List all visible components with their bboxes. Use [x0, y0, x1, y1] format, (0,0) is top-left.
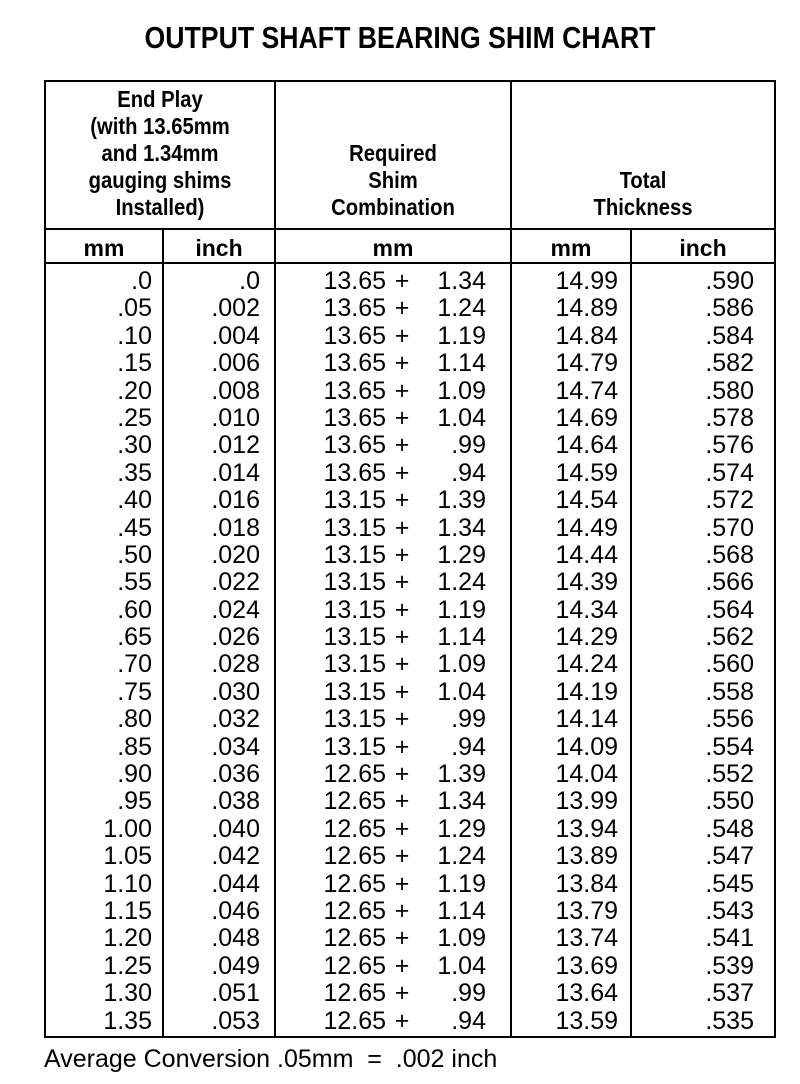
- total-inch-cell: .576: [705, 431, 754, 460]
- plus-sign: +: [394, 623, 410, 652]
- total-inch-cell: .578: [705, 403, 754, 432]
- end-play-inch-cell: .0: [239, 267, 260, 295]
- total-inch-cell: .566: [705, 568, 754, 597]
- unit-end-play-mm: mm: [83, 235, 125, 261]
- shim-add-cell: 1.29: [437, 814, 486, 843]
- end-play-inch-cell: .022: [211, 568, 260, 597]
- total-inch-cell: .560: [705, 650, 754, 679]
- plus-sign: +: [394, 951, 410, 980]
- shim-add-cell: 1.19: [437, 595, 486, 624]
- shim-add-cell: 1.14: [437, 623, 486, 652]
- unit-end-play-inch: inch: [195, 235, 243, 261]
- end-play-mm-cell: .25: [117, 403, 152, 432]
- table-row: [46, 843, 774, 870]
- plus-sign: +: [394, 814, 410, 843]
- plus-sign: +: [394, 1006, 410, 1035]
- shim-base-cell: 13.15: [323, 595, 386, 624]
- table-row: [46, 432, 774, 459]
- table-row: [46, 460, 774, 487]
- unit-required-mm: mm: [372, 235, 414, 261]
- total-mm-cell: 14.34: [555, 595, 618, 624]
- shim-base-cell: 13.65: [323, 349, 386, 378]
- shim-base-cell: 13.65: [323, 294, 386, 323]
- end-play-mm-cell: 1.10: [103, 869, 152, 898]
- end-play-mm-cell: .85: [117, 732, 152, 761]
- total-mm-cell: 14.59: [555, 458, 618, 487]
- shim-add-cell: 1.34: [437, 787, 486, 816]
- table-row: [46, 871, 774, 898]
- plus-sign: +: [394, 267, 410, 295]
- table-row: [46, 706, 774, 733]
- plus-sign: +: [394, 513, 410, 542]
- table-row: [46, 323, 774, 350]
- end-play-inch-cell: .038: [211, 787, 260, 816]
- shim-base-cell: 13.65: [323, 376, 386, 405]
- table-row: [46, 378, 774, 405]
- end-play-mm-cell: .45: [117, 513, 152, 542]
- total-inch-cell: .541: [705, 924, 754, 953]
- shim-add-cell: .99: [451, 431, 486, 460]
- total-mm-cell: 14.79: [555, 349, 618, 378]
- shim-add-cell: 1.14: [437, 896, 486, 925]
- total-inch-cell: .582: [705, 349, 754, 378]
- divider-header-bottom: [46, 228, 774, 230]
- total-inch-cell: .543: [705, 896, 754, 925]
- total-mm-cell: 14.14: [555, 705, 618, 734]
- end-play-mm-cell: .15: [117, 349, 152, 378]
- end-play-inch-cell: .026: [211, 623, 260, 652]
- shim-base-cell: 13.15: [323, 650, 386, 679]
- shim-add-cell: 1.09: [437, 650, 486, 679]
- plus-sign: +: [394, 842, 410, 871]
- end-play-mm-cell: .80: [117, 705, 152, 734]
- total-inch-cell: .580: [705, 376, 754, 405]
- shim-base-cell: 13.15: [323, 513, 386, 542]
- total-mm-cell: 13.84: [555, 869, 618, 898]
- total-inch-cell: .537: [705, 979, 754, 1008]
- plus-sign: +: [394, 979, 410, 1008]
- total-inch-cell: .556: [705, 705, 754, 734]
- shim-base-cell: 13.15: [323, 705, 386, 734]
- shim-add-cell: 1.34: [437, 513, 486, 542]
- total-inch-cell: .568: [705, 540, 754, 569]
- end-play-mm-cell: .10: [117, 321, 152, 350]
- total-inch-cell: .570: [705, 513, 754, 542]
- table-row: [46, 1008, 774, 1035]
- end-play-mm-cell: 1.15: [103, 896, 152, 925]
- total-mm-cell: 14.29: [555, 623, 618, 652]
- end-play-mm-cell: .75: [117, 677, 152, 706]
- table-row: [46, 624, 774, 651]
- table-row: [46, 268, 774, 295]
- shim-base-cell: 12.65: [323, 979, 386, 1008]
- shim-add-cell: 1.39: [437, 760, 486, 789]
- table-row: [46, 542, 774, 569]
- table-row: [46, 925, 774, 952]
- total-mm-cell: 13.99: [555, 787, 618, 816]
- shim-add-cell: 1.24: [437, 294, 486, 323]
- shim-base-cell: 12.65: [323, 787, 386, 816]
- table-row: [46, 405, 774, 432]
- total-mm-cell: 13.64: [555, 979, 618, 1008]
- end-play-inch-cell: .034: [211, 732, 260, 761]
- end-play-inch-cell: .020: [211, 540, 260, 569]
- shim-add-cell: 1.09: [437, 924, 486, 953]
- table-row: [46, 651, 774, 678]
- total-inch-cell: .548: [705, 814, 754, 843]
- total-mm-cell: 14.49: [555, 513, 618, 542]
- plus-sign: +: [394, 540, 410, 569]
- total-inch-cell: .584: [705, 321, 754, 350]
- shim-base-cell: 13.65: [323, 267, 386, 295]
- header-required-shim: Required Shim Combination: [331, 140, 455, 220]
- table-row: [46, 597, 774, 624]
- plus-sign: +: [394, 294, 410, 323]
- total-inch-cell: .539: [705, 951, 754, 980]
- plus-sign: +: [394, 349, 410, 378]
- shim-add-cell: .94: [451, 458, 486, 487]
- shim-base-cell: 13.65: [323, 458, 386, 487]
- plus-sign: +: [394, 403, 410, 432]
- shim-base-cell: 12.65: [323, 869, 386, 898]
- total-mm-cell: 14.39: [555, 568, 618, 597]
- plus-sign: +: [394, 431, 410, 460]
- shim-base-cell: 12.65: [323, 896, 386, 925]
- total-inch-cell: .554: [705, 732, 754, 761]
- table-row: [46, 761, 774, 788]
- end-play-inch-cell: .028: [211, 650, 260, 679]
- shim-base-cell: 12.65: [323, 1006, 386, 1035]
- end-play-inch-cell: .053: [211, 1006, 260, 1035]
- total-mm-cell: 13.59: [555, 1006, 618, 1035]
- end-play-inch-cell: .044: [211, 869, 260, 898]
- shim-add-cell: 1.04: [437, 951, 486, 980]
- end-play-inch-cell: .014: [211, 458, 260, 487]
- shim-base-cell: 13.15: [323, 486, 386, 515]
- total-mm-cell: 14.24: [555, 650, 618, 679]
- chart-title: OUTPUT SHAFT BEARING SHIM CHART: [144, 20, 656, 55]
- end-play-inch-cell: .002: [211, 294, 260, 323]
- end-play-inch-cell: .042: [211, 842, 260, 871]
- shim-add-cell: .94: [451, 732, 486, 761]
- shim-base-cell: 13.15: [323, 732, 386, 761]
- shim-add-cell: 1.19: [437, 869, 486, 898]
- end-play-mm-cell: 1.20: [103, 924, 152, 953]
- plus-sign: +: [394, 869, 410, 898]
- end-play-inch-cell: .006: [211, 349, 260, 378]
- end-play-mm-cell: .65: [117, 623, 152, 652]
- shim-base-cell: 13.15: [323, 540, 386, 569]
- unit-total-mm: mm: [550, 235, 592, 261]
- end-play-mm-cell: 1.35: [103, 1006, 152, 1035]
- shim-base-cell: 13.65: [323, 403, 386, 432]
- end-play-inch-cell: .049: [211, 951, 260, 980]
- plus-sign: +: [394, 321, 410, 350]
- table-row: [46, 569, 774, 596]
- total-mm-cell: 13.79: [555, 896, 618, 925]
- shim-add-cell: .99: [451, 705, 486, 734]
- shim-base-cell: 13.15: [323, 623, 386, 652]
- end-play-inch-cell: .012: [211, 431, 260, 460]
- table-row: [46, 953, 774, 980]
- shim-add-cell: 1.34: [437, 267, 486, 295]
- end-play-inch-cell: .046: [211, 896, 260, 925]
- end-play-inch-cell: .010: [211, 403, 260, 432]
- table-row: [46, 350, 774, 377]
- end-play-mm-cell: .0: [131, 267, 152, 295]
- total-mm-cell: 13.94: [555, 814, 618, 843]
- plus-sign: +: [394, 896, 410, 925]
- plus-sign: +: [394, 732, 410, 761]
- plus-sign: +: [394, 705, 410, 734]
- end-play-inch-cell: .040: [211, 814, 260, 843]
- table-row: [46, 487, 774, 514]
- plus-sign: +: [394, 486, 410, 515]
- total-mm-cell: 14.99: [555, 267, 618, 295]
- total-mm-cell: 14.64: [555, 431, 618, 460]
- plus-sign: +: [394, 458, 410, 487]
- total-inch-cell: .545: [705, 869, 754, 898]
- total-mm-cell: 14.44: [555, 540, 618, 569]
- shim-add-cell: 1.04: [437, 677, 486, 706]
- shim-add-cell: .99: [451, 979, 486, 1008]
- end-play-inch-cell: .032: [211, 705, 260, 734]
- total-inch-cell: .574: [705, 458, 754, 487]
- unit-total-inch: inch: [679, 235, 727, 261]
- shim-base-cell: 13.15: [323, 568, 386, 597]
- end-play-mm-cell: 1.05: [103, 842, 152, 871]
- table-row: [46, 898, 774, 925]
- end-play-inch-cell: .018: [211, 513, 260, 542]
- total-mm-cell: 14.19: [555, 677, 618, 706]
- end-play-mm-cell: .60: [117, 595, 152, 624]
- end-play-mm-cell: .70: [117, 650, 152, 679]
- table-row: [46, 980, 774, 1007]
- shim-table: [44, 80, 776, 1038]
- table-row: [46, 295, 774, 322]
- plus-sign: +: [394, 924, 410, 953]
- total-mm-cell: 14.74: [555, 376, 618, 405]
- total-inch-cell: .586: [705, 294, 754, 323]
- total-mm-cell: 13.74: [555, 924, 618, 953]
- total-mm-cell: 14.54: [555, 486, 618, 515]
- total-mm-cell: 14.89: [555, 294, 618, 323]
- end-play-mm-cell: .05: [117, 294, 152, 323]
- shim-base-cell: 12.65: [323, 814, 386, 843]
- total-inch-cell: .564: [705, 595, 754, 624]
- end-play-inch-cell: .024: [211, 595, 260, 624]
- shim-base-cell: 12.65: [323, 924, 386, 953]
- shim-add-cell: 1.39: [437, 486, 486, 515]
- shim-add-cell: 1.04: [437, 403, 486, 432]
- shim-add-cell: .94: [451, 1006, 486, 1035]
- plus-sign: +: [394, 568, 410, 597]
- plus-sign: +: [394, 650, 410, 679]
- total-mm-cell: 14.84: [555, 321, 618, 350]
- shim-base-cell: 12.65: [323, 951, 386, 980]
- shim-base-cell: 13.65: [323, 321, 386, 350]
- end-play-mm-cell: 1.30: [103, 979, 152, 1008]
- end-play-mm-cell: .40: [117, 486, 152, 515]
- plus-sign: +: [394, 376, 410, 405]
- total-inch-cell: .535: [705, 1006, 754, 1035]
- end-play-mm-cell: .90: [117, 760, 152, 789]
- end-play-mm-cell: .55: [117, 568, 152, 597]
- end-play-mm-cell: 1.25: [103, 951, 152, 980]
- conversion-note: Average Conversion .05mm = .002 inch: [44, 1045, 498, 1073]
- table-row: [46, 515, 774, 542]
- end-play-inch-cell: .004: [211, 321, 260, 350]
- shim-base-cell: 12.65: [323, 760, 386, 789]
- total-inch-cell: .558: [705, 677, 754, 706]
- end-play-inch-cell: .008: [211, 376, 260, 405]
- plus-sign: +: [394, 595, 410, 624]
- total-mm-cell: 13.89: [555, 842, 618, 871]
- total-mm-cell: 14.04: [555, 760, 618, 789]
- end-play-mm-cell: .20: [117, 376, 152, 405]
- end-play-inch-cell: .030: [211, 677, 260, 706]
- total-inch-cell: .590: [705, 267, 754, 295]
- end-play-mm-cell: .95: [117, 787, 152, 816]
- total-inch-cell: .562: [705, 623, 754, 652]
- plus-sign: +: [394, 787, 410, 816]
- header-end-play: End Play (with 13.65mm and 1.34mm gauging shims Installed): [88, 86, 232, 220]
- table-row: [46, 816, 774, 843]
- total-inch-cell: .550: [705, 787, 754, 816]
- table-row: [46, 788, 774, 815]
- end-play-inch-cell: .048: [211, 924, 260, 953]
- end-play-mm-cell: .50: [117, 540, 152, 569]
- shim-base-cell: 13.65: [323, 431, 386, 460]
- total-mm-cell: 13.69: [555, 951, 618, 980]
- table-row: [46, 734, 774, 761]
- total-mm-cell: 14.09: [555, 732, 618, 761]
- table-row: [46, 679, 774, 706]
- table-body: [46, 268, 774, 1035]
- end-play-inch-cell: .016: [211, 486, 260, 515]
- shim-add-cell: 1.19: [437, 321, 486, 350]
- shim-add-cell: 1.29: [437, 540, 486, 569]
- total-inch-cell: .547: [705, 842, 754, 871]
- end-play-inch-cell: .051: [211, 979, 260, 1008]
- plus-sign: +: [394, 677, 410, 706]
- end-play-mm-cell: 1.00: [103, 814, 152, 843]
- total-inch-cell: .552: [705, 760, 754, 789]
- shim-add-cell: 1.24: [437, 568, 486, 597]
- plus-sign: +: [394, 760, 410, 789]
- end-play-mm-cell: .35: [117, 458, 152, 487]
- total-mm-cell: 14.69: [555, 403, 618, 432]
- header-total-thickness: Total Thickness: [593, 167, 693, 220]
- shim-add-cell: 1.14: [437, 349, 486, 378]
- total-inch-cell: .572: [705, 486, 754, 515]
- end-play-mm-cell: .30: [117, 431, 152, 460]
- end-play-inch-cell: .036: [211, 760, 260, 789]
- shim-add-cell: 1.24: [437, 842, 486, 871]
- shim-base-cell: 13.15: [323, 677, 386, 706]
- shim-add-cell: 1.09: [437, 376, 486, 405]
- shim-base-cell: 12.65: [323, 842, 386, 871]
